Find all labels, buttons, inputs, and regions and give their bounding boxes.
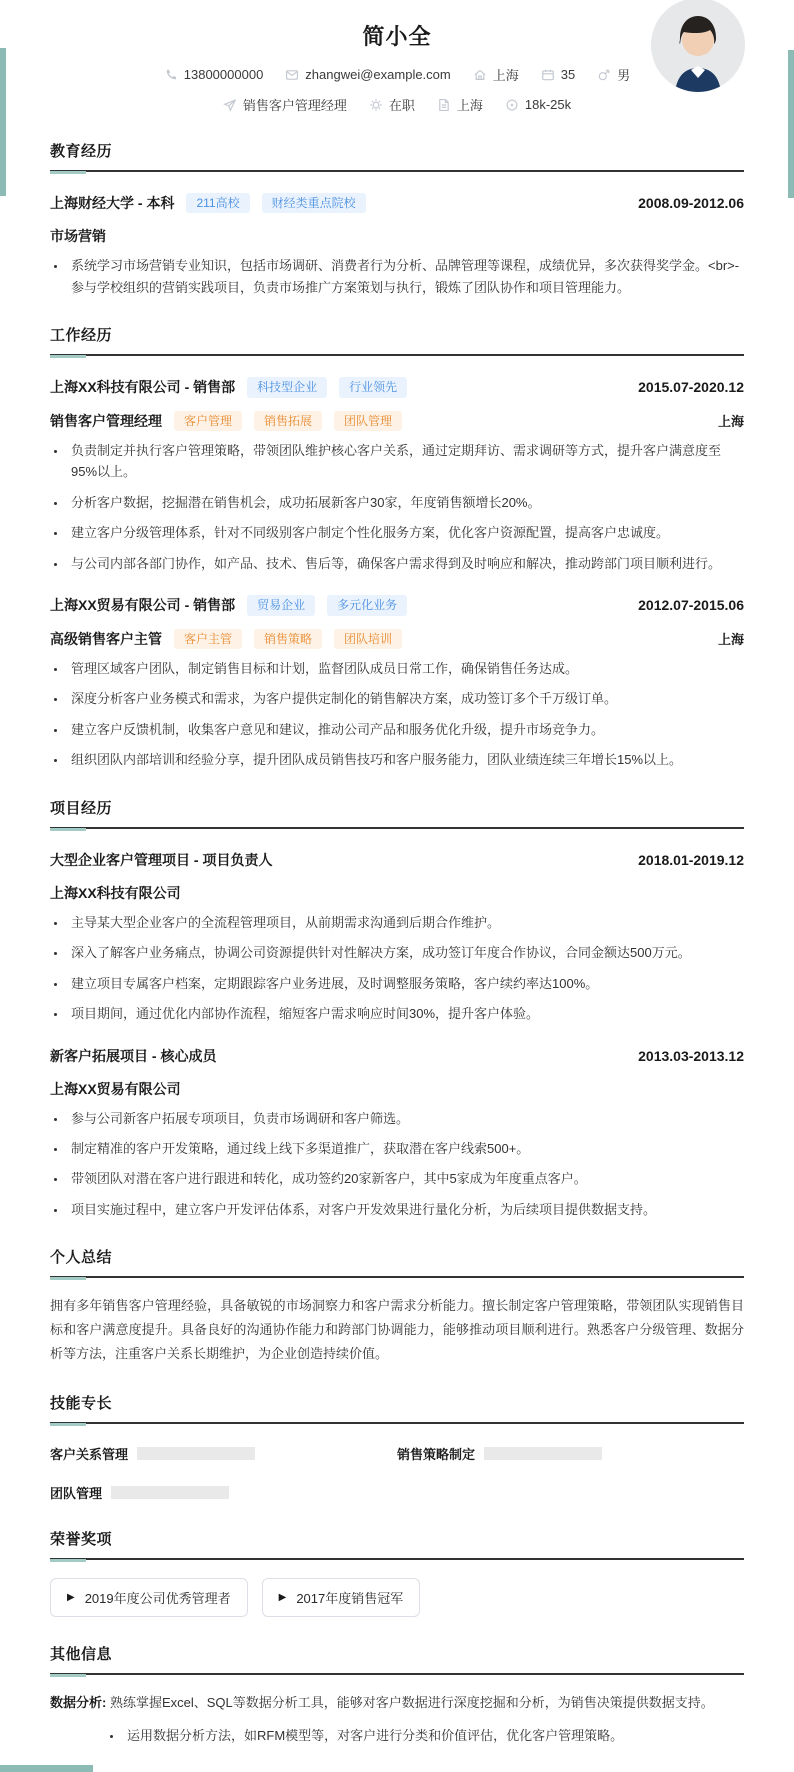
section-other-header — [50, 1643, 744, 1675]
resume-header — [50, 0, 744, 114]
section-other — [50, 1643, 744, 1746]
section-title-underline — [50, 828, 86, 831]
position-tag: 销售策略 — [254, 629, 322, 649]
mail-icon — [285, 68, 299, 82]
hometown-item — [473, 65, 519, 84]
section-title: 工作经历 — [50, 327, 113, 345]
section-education-header — [50, 140, 744, 172]
section-title-underline — [50, 1674, 86, 1677]
section-projects-header — [50, 797, 744, 829]
section-title-underline — [50, 1423, 86, 1426]
skill-label: 团队管理 — [50, 1486, 103, 1502]
section-title-underline — [50, 171, 86, 174]
section-summary-header — [50, 1246, 744, 1278]
section-title: 荣誉奖项 — [50, 1531, 113, 1549]
email-text: zhangwei@example.com — [305, 67, 451, 82]
gender-item — [597, 65, 630, 84]
left-accent-bar — [0, 48, 6, 196]
home-icon — [473, 68, 487, 82]
education-bullet: • 系统学习市场营销专业知识，包括市场调研、消费者行为分析、品牌管理等课程，成绩优异，多次获得奖学金。<br>- 参与学校组织的营销实践项目，负责市场推广方案策划与执行，锻炼了团队协作和项目管理能力。 — [67, 255, 744, 298]
section-honors — [50, 1528, 744, 1617]
project-org: 上海XX贸易有限公司 — [50, 1080, 181, 1097]
other-bullet-list — [50, 1725, 744, 1746]
honor-label: 2017年度销售冠军 — [296, 1591, 404, 1607]
section-title: 其他信息 — [50, 1646, 113, 1664]
salary-item — [505, 97, 571, 112]
section-summary — [50, 1246, 744, 1366]
bottom-accent-bar — [0, 1765, 93, 1772]
other-bullet: • 运用数据分析方法，如RFM模型等，对客户进行分类和价值评估，优化客户管理策略。 — [123, 1725, 744, 1746]
project-entry-2 — [50, 1046, 744, 1221]
work-entry-1 — [50, 377, 744, 574]
work-date: 2015.07-2020.12 — [638, 379, 744, 396]
play-icon: ▶ — [278, 1591, 287, 1603]
company-tag: 贸易企业 — [247, 595, 315, 615]
section-title: 教育经历 — [50, 143, 113, 160]
skill-bar — [137, 1447, 255, 1460]
school-tag: 财经类重点院校 — [262, 193, 366, 213]
section-skills — [50, 1392, 744, 1502]
age-icon — [541, 68, 555, 82]
work-city-item — [437, 95, 483, 114]
project-org: 上海XX科技有限公司 — [50, 884, 181, 901]
education-date: 2008.09-2012.06 — [638, 195, 744, 212]
summary-text: 拥有多年销售客户管理经验，具备敏锐的市场洞察力和客户需求分析能力。擅长制定客户管理策略，带领团队实现销售目标和客户满意度提升。具备良好的沟通协作能力和跨部门协调能力，能够推动项目顺利进行。熟悉客户分级管理、数据分析等方法，注重客户关系长期维护，为企业创造持续价值。 — [50, 1298, 744, 1362]
section-title-underline — [50, 355, 86, 358]
position-tag: 团队培训 — [334, 629, 402, 649]
company-tag: 行业领先 — [339, 377, 407, 397]
work-entry-2 — [50, 595, 744, 771]
section-title: 项目经历 — [50, 799, 113, 817]
project-bullet: • 主导某大型企业客户的全流程管理项目，从前期需求沟通到后期合作维护。 — [67, 912, 744, 933]
work-bullet: • 管理区域客户团队，制定销售目标和计划，监督团队成员日常工作，确保销售任务达成。 — [67, 658, 744, 679]
status-icon — [369, 98, 383, 112]
project-date: 2018.01-2019.12 — [638, 851, 744, 868]
project-entry-1 — [50, 850, 744, 1025]
work-city: 上海 — [717, 632, 744, 648]
job-status-text: 在职 — [388, 98, 415, 113]
other-lead-line — [50, 1691, 744, 1714]
project-bullet-list — [50, 1108, 744, 1221]
work-bullet: • 与公司内部各部门协作，如产品、技术、售后等，确保客户需求得到及时响应和解决，推动跨部门项目顺利进行。 — [67, 553, 744, 574]
company-name: 上海XX贸易有限公司 - 销售部 — [50, 597, 236, 614]
project-bullet: • 深入了解客户业务痛点，协调公司资源提供针对性解决方案，成功签订年度合作协议，合同金额达500万元。 — [67, 942, 744, 963]
work-bullet: • 深度分析客户业务模式和需求，为客户提供定制化的销售解决方案，成功签订多个千万级订单。 — [67, 688, 744, 709]
work-bullet: • 组织团队内部培训和经验分享，提升团队成员销售技巧和客户服务能力，团队业绩连续三年增长15%以上。 — [67, 749, 744, 770]
document-icon — [437, 98, 451, 112]
section-title: 技能专长 — [50, 1395, 113, 1413]
job-intent-text: 销售客户管理经理 — [242, 98, 347, 113]
major-name: 市场营销 — [50, 228, 106, 245]
candidate-name: 简小全 — [362, 24, 432, 49]
age-text: 35 — [560, 67, 576, 82]
job-intent-item — [223, 95, 347, 114]
skill-grid — [50, 1444, 744, 1502]
section-title-underline — [50, 1277, 86, 1280]
skill-label: 客户关系管理 — [50, 1447, 129, 1463]
section-work — [50, 324, 744, 771]
phone-icon — [164, 68, 178, 82]
skill-label: 销售策略制定 — [397, 1447, 476, 1463]
age-item — [541, 67, 575, 82]
project-bullet: • 建立项目专属客户档案，定期跟踪客户业务进展，及时调整服务策略，客户续约率达100%。 — [67, 973, 744, 994]
project-bullet: • 参与公司新客户拓展专项项目，负责市场调研和客户筛选。 — [67, 1108, 744, 1129]
gender-text: 男 — [617, 68, 631, 83]
email-item — [285, 67, 450, 82]
project-bullet: • 带领团队对潜在客户进行跟进和转化，成功签约20家新客户，其中5家成为年度重点客户。 — [67, 1168, 744, 1189]
honor-button[interactable] — [50, 1578, 248, 1617]
work-bullet: • 建立客户分级管理体系，针对不同级别客户制定个性化服务方案，优化客户资源配置，提高客户忠诚度。 — [67, 522, 744, 543]
honor-list — [50, 1578, 744, 1617]
position-name: 高级销售客户主管 — [50, 630, 162, 647]
honor-label: 2019年度公司优秀管理者 — [84, 1591, 231, 1607]
section-education — [50, 140, 744, 298]
company-tag: 多元化业务 — [327, 595, 407, 615]
gender-icon — [597, 68, 611, 82]
right-accent-bar — [788, 50, 794, 198]
skill-item — [50, 1444, 397, 1463]
salary-icon — [505, 98, 519, 112]
school-tag: 211高校 — [186, 193, 249, 213]
section-work-header — [50, 324, 744, 356]
other-text: 熟练掌握Excel、SQL等数据分析工具，能够对客户数据进行深度挖掘和分析，为销售决策提供数据支持。 — [109, 1695, 714, 1711]
work-bullet: • 建立客户反馈机制，收集客户意见和建议，推动公司产品和服务优化升级，提升市场竞争力。 — [67, 719, 744, 740]
skill-item — [397, 1444, 744, 1463]
project-bullet: • 项目期间，通过优化内部协作流程，缩短客户需求响应时间30%，提升客户体验。 — [67, 1003, 744, 1024]
work-bullet-list — [50, 440, 744, 574]
job-status-item — [369, 95, 415, 114]
skill-item — [50, 1483, 397, 1502]
project-bullet-list — [50, 912, 744, 1025]
work-city-text: 上海 — [456, 98, 483, 113]
section-title: 个人总结 — [50, 1249, 113, 1267]
project-date: 2013.03-2013.12 — [638, 1047, 744, 1064]
school-name: 上海财经大学 - 本科 — [50, 195, 175, 212]
profile-photo — [651, 0, 745, 92]
education-entry — [50, 193, 744, 298]
contact-row-2 — [50, 95, 744, 114]
phone-item — [164, 67, 264, 82]
position-tag: 团队管理 — [334, 411, 402, 431]
project-bullet: • 项目实施过程中，建立客户开发评估体系，对客户开发效果进行量化分析，为后续项目提供数据支持。 — [67, 1199, 744, 1220]
honor-button[interactable] — [262, 1578, 421, 1617]
hometown-text: 上海 — [492, 68, 519, 83]
company-name: 上海XX科技有限公司 - 销售部 — [50, 379, 236, 396]
other-lead: 数据分析: — [50, 1695, 107, 1711]
position-tag: 销售拓展 — [254, 411, 322, 431]
project-bullet: • 制定精准的客户开发策略，通过线上线下多渠道推广，获取潜在客户线索500+。 — [67, 1138, 744, 1159]
skill-bar — [111, 1486, 229, 1499]
education-bullet-list — [50, 255, 744, 298]
company-tag: 科技型企业 — [247, 377, 327, 397]
salary-text: 18k-25k — [524, 97, 572, 112]
position-name: 销售客户管理经理 — [50, 412, 162, 429]
work-city: 上海 — [717, 414, 744, 430]
project-name: 新客户拓展项目 - 核心成员 — [50, 1047, 217, 1064]
contact-row-1 — [50, 65, 744, 84]
work-date: 2012.07-2015.06 — [638, 597, 744, 614]
section-projects — [50, 797, 744, 1221]
play-icon: ▶ — [67, 1591, 75, 1603]
project-name: 大型企业客户管理项目 - 项目负责人 — [50, 851, 273, 868]
position-tag: 客户主管 — [174, 629, 242, 649]
skill-bar — [484, 1447, 602, 1460]
section-title-underline — [50, 1559, 86, 1562]
section-skills-header — [50, 1392, 744, 1424]
work-bullet-list — [50, 658, 744, 771]
work-bullet: • 负责制定并执行客户管理策略，带领团队维护核心客户关系，通过定期拜访、需求调研等方式，提升客户满意度至95%以上。 — [67, 440, 744, 483]
phone-number: 13800000000 — [183, 67, 264, 82]
paper-plane-icon — [223, 98, 237, 112]
section-honors-header — [50, 1528, 744, 1560]
position-tag: 客户管理 — [174, 411, 242, 431]
work-bullet: • 分析客户数据，挖掘潜在销售机会，成功拓展新客户30家，年度销售额增长20%。 — [67, 492, 744, 513]
